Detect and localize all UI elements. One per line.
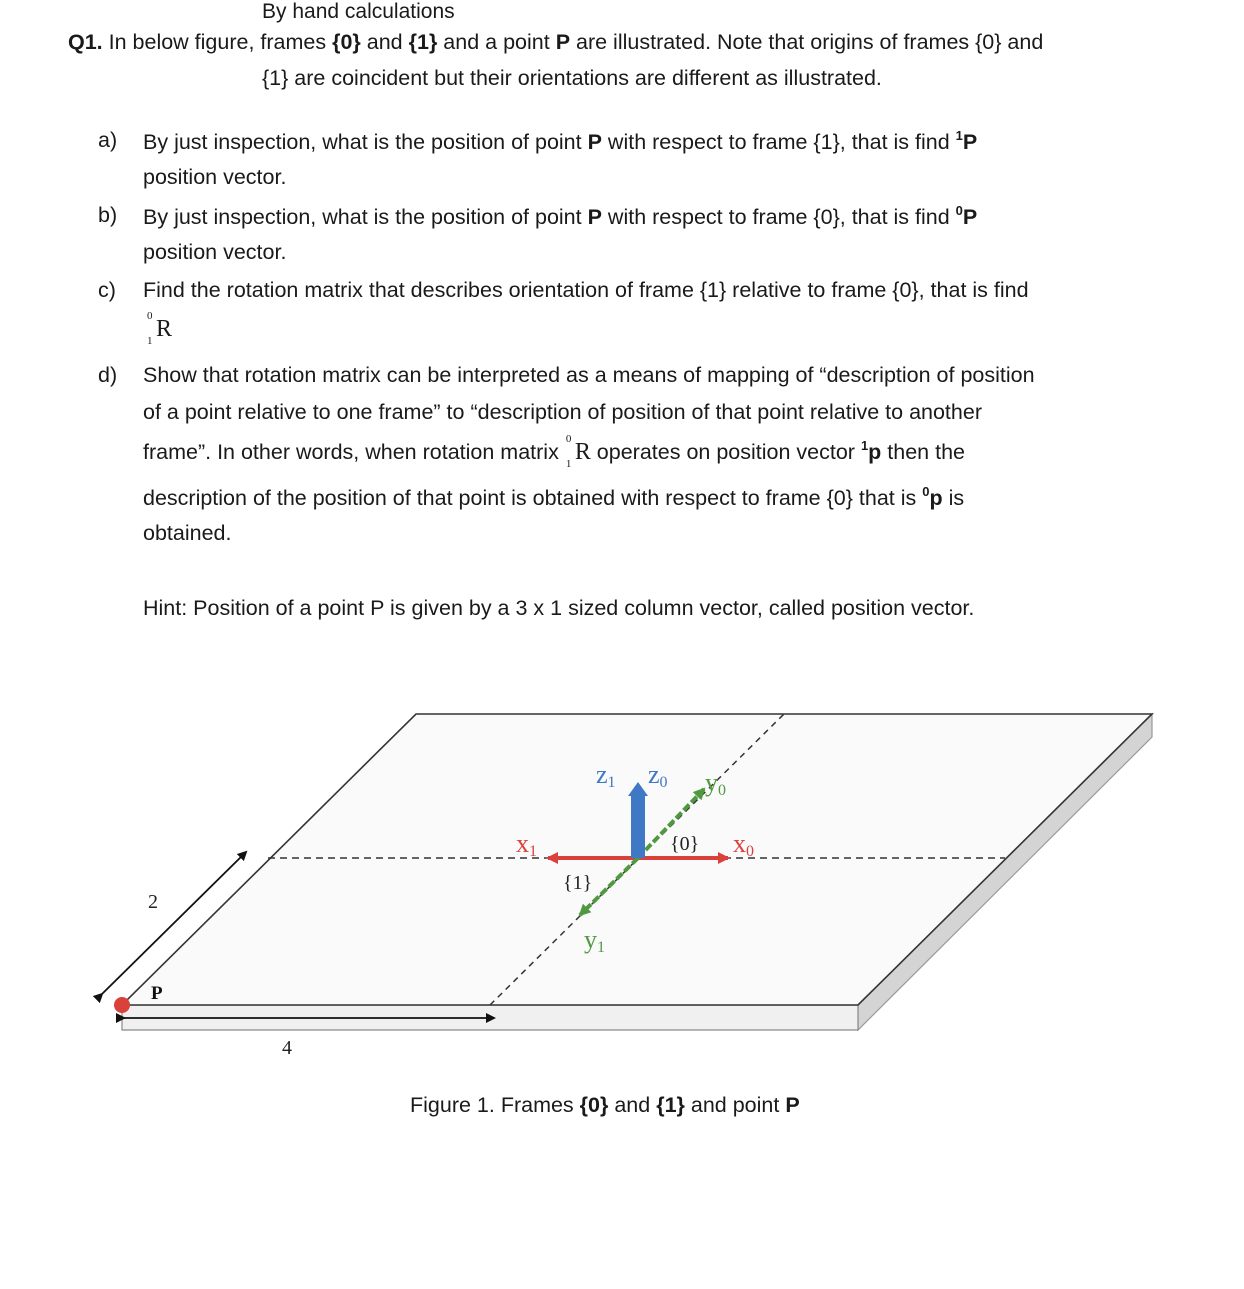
caption-frame0: {0} [579, 1093, 609, 1117]
x0-label: x0 [733, 829, 754, 860]
part-d-line3 [143, 433, 965, 470]
r-subscript: 1 [565, 458, 572, 470]
point-p-label: P [151, 983, 163, 1004]
r-superscript: 0 [565, 433, 572, 445]
part-a-text: with respect to frame {1}, that is find [601, 130, 956, 154]
frame0-label: {0} [670, 833, 700, 855]
z1-label: z1 [596, 760, 616, 791]
caption-point: P [785, 1093, 800, 1117]
question-number: Q1. [68, 30, 103, 54]
part-a-sup: 1 [955, 128, 963, 143]
part-d-sup: 1 [860, 438, 869, 453]
part-b-vector: P [962, 205, 978, 229]
frame1-label: {1} [563, 872, 593, 894]
part-d-vector: p [929, 486, 943, 510]
part-d-sup: 0 [922, 484, 930, 499]
part-b-text: with respect to frame {0}, that is find [601, 205, 956, 229]
intro-text: are illustrated. Note that origins of frames {0} and [570, 30, 1044, 54]
caption-text: and [608, 1093, 657, 1117]
frame1-bold: {1} [408, 30, 438, 54]
part-d-text: description of the position of that point is obtained with respect to frame {0} that is [143, 486, 923, 510]
part-a-line1 [143, 128, 977, 155]
part-d-line2: of a point relative to one frame” to “description of position of that point relative to another [143, 400, 982, 424]
part-d-text: then the [881, 440, 965, 464]
intro-text: and [360, 30, 409, 54]
part-a-line2: position vector. [143, 165, 287, 189]
point-p-marker [114, 997, 130, 1013]
y1-label: y1 [584, 925, 605, 956]
x1-label: x1 [516, 829, 537, 860]
header-note: By hand calculations [262, 0, 455, 23]
z0-label: z0 [648, 760, 668, 791]
part-a-point: P [587, 130, 602, 154]
hint-text: Hint: Position of a point P is given by a 3 x 1 sized column vector, called position vector. [143, 596, 975, 620]
r-subscript: 1 [147, 335, 153, 347]
r-superscript: 0 [147, 310, 153, 322]
part-d-line1: Show that rotation matrix can be interpreted as a means of mapping of “description of position [143, 363, 1035, 387]
part-b-label: b) [98, 203, 118, 227]
point-bold: P [555, 30, 571, 54]
part-b-line2: position vector. [143, 240, 287, 264]
y0-label: y0 [705, 768, 726, 799]
part-a-text: By just inspection, what is the position of point [143, 130, 588, 154]
dimension-4-label: 4 [282, 1037, 292, 1059]
part-d-line5: obtained. [143, 521, 232, 545]
intro-text: and a point [437, 30, 556, 54]
part-d-text: is [942, 486, 965, 510]
dimension-2-label: 2 [148, 891, 158, 913]
question-intro-line2: {1} are coincident but their orientations are different as illustrated. [262, 66, 882, 90]
r-letter: R [574, 439, 591, 465]
part-c-line1: Find the rotation matrix that describes orientation of frame {1} relative to frame {0}, that is find [143, 278, 1029, 302]
z-axis-shaft [631, 793, 645, 858]
part-b-point: P [587, 205, 602, 229]
part-b-text: By just inspection, what is the position of point [143, 205, 588, 229]
part-a-vector: P [962, 130, 978, 154]
part-b-line1 [143, 203, 977, 230]
part-b-sup: 0 [955, 203, 963, 218]
question-intro-line1 [68, 30, 1043, 55]
part-c-label: c) [98, 278, 116, 302]
part-d-text: frame”. In other words, when rotation matrix [143, 440, 565, 464]
caption-frame1: {1} [656, 1093, 685, 1117]
caption-text: and point [684, 1093, 786, 1117]
part-d-text: operates on position vector [590, 440, 861, 464]
part-a-label: a) [98, 128, 118, 152]
intro-text: In below figure, frames [102, 30, 333, 54]
frame0-bold: {0} [332, 30, 361, 54]
frames-figure [0, 690, 1244, 1080]
part-c-rotation-symbol [147, 310, 173, 347]
part-d-vector: p [868, 440, 882, 464]
part-d-line4 [143, 484, 964, 511]
part-d-label: d) [98, 363, 118, 387]
caption-text: Figure 1. Frames [410, 1093, 580, 1117]
r-letter: R [156, 316, 173, 342]
figure-caption [410, 1093, 800, 1118]
